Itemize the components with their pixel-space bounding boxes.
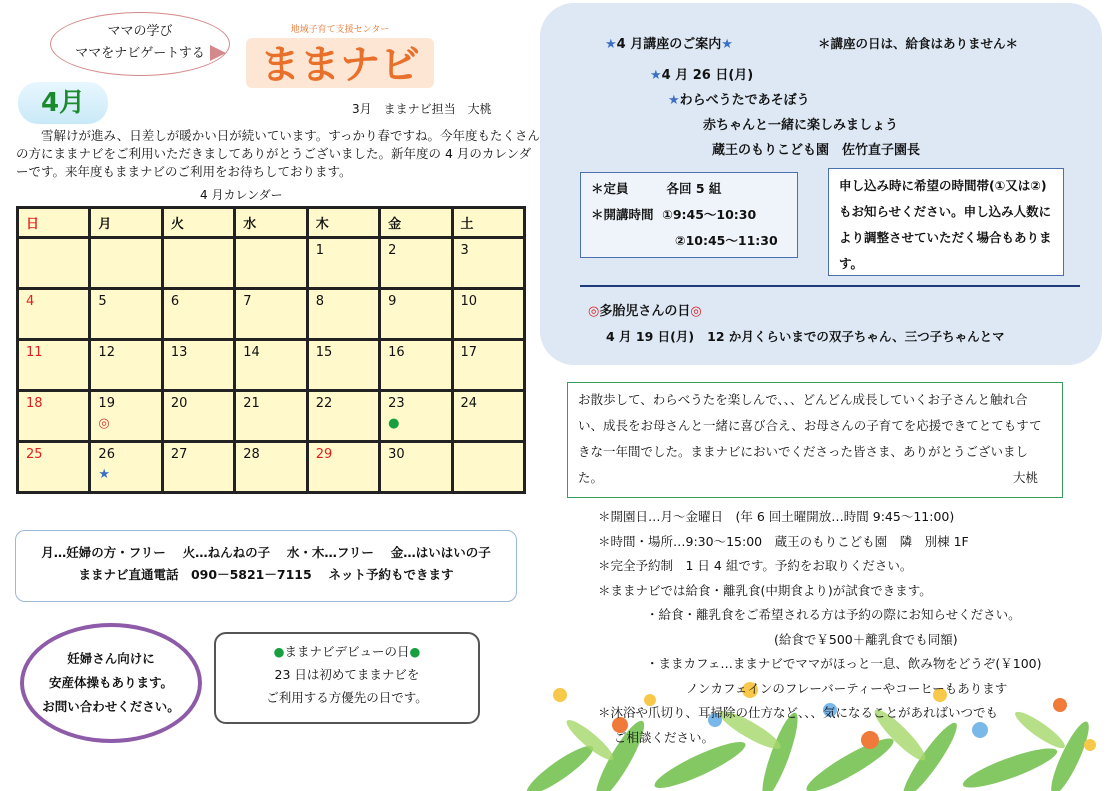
calendar-day-cell — [380, 391, 452, 442]
course-title — [605, 33, 733, 52]
calendar-day-cell — [307, 442, 379, 493]
course-desc: 赤ちゃんと一緒に楽しみましょう — [703, 118, 899, 133]
double-circle-icon: ◎ — [588, 304, 600, 319]
calendar-day-number: 13 — [170, 345, 188, 360]
info-item: ノンカフェインのフレーバーティーやコーヒーもあります — [686, 680, 1008, 696]
calendar-day-number: 15 — [315, 345, 333, 360]
logo-title: ままナビ — [260, 42, 420, 88]
calendar-day-number: 1 — [315, 243, 324, 258]
calendar-day-cell — [90, 340, 162, 391]
green-dot-icon: ● — [388, 416, 400, 431]
calendar-day-number: 8 — [315, 294, 324, 309]
header-thu: 木 — [307, 208, 379, 238]
calendar-day-cell — [18, 442, 90, 493]
calendar-empty-cell — [18, 238, 90, 289]
header-sat: 土 — [452, 208, 524, 238]
calendar-day-number: 4 — [26, 294, 35, 309]
calendar-day-cell — [307, 238, 379, 289]
calendar-day-cell — [307, 289, 379, 340]
calendar-day-cell — [235, 391, 307, 442]
calendar-day-cell — [380, 340, 452, 391]
bubble-tail — [210, 45, 226, 61]
calendar-day-number: 23 — [388, 396, 405, 411]
schedule-line-2: ままナビ直通電話 090－5821－7115 ネット予約もできます — [78, 567, 454, 582]
debut-line-1: 23 日は初めてままナビを — [274, 667, 420, 682]
thanks-message-box — [567, 382, 1063, 498]
course-name — [668, 89, 810, 108]
calendar-empty-cell — [235, 238, 307, 289]
weekly-schedule-box — [15, 530, 517, 602]
info-item: ＊完全予約制 1 日 4 組です。予約をお取りください。 — [598, 558, 913, 573]
calendar-day-number: 16 — [388, 345, 405, 360]
header-wed: 水 — [235, 208, 307, 238]
info-list — [598, 505, 1098, 750]
intro-text: 雪解けが進み、日差しが暖かい日が続いています。すっかり春ですね。今年度もたくさんの方にままナビをご利用いただきましてありがとうございました。新年度の 4 月のカレンダーです。来年度もままナビのご利用をお待ちしております。 — [16, 128, 541, 179]
calendar-day-cell — [162, 340, 234, 391]
info-item: ＊沐浴や爪切り、耳掃除の仕方など、、、気になることがあればいつでも — [598, 705, 999, 720]
calendar-day-cell — [452, 289, 524, 340]
calendar-day-cell — [162, 289, 234, 340]
calendar-day-number: 3 — [460, 243, 469, 258]
calendar-day-cell — [307, 340, 379, 391]
calendar-day-number: 26 — [98, 447, 115, 462]
course-date — [650, 64, 753, 83]
calendar-day-number: 28 — [243, 447, 260, 462]
info-item: ＊ままナビでは給食・離乳食(中期食より)が試食できます。 — [598, 582, 932, 598]
calendar-day-cell — [235, 289, 307, 340]
calendar-day-cell — [235, 340, 307, 391]
header-fri: 金 — [380, 208, 452, 238]
calendar-day-number: 10 — [460, 294, 478, 309]
info-item: ＊開園日…月～金曜日 (年 6 回土曜開放…時間 9:45～11:00) — [598, 509, 955, 524]
info-item: ・ままカフェ…ままナビでママがほっと一息、飲み物をどうぞ(￥100) — [646, 656, 1042, 671]
calendar-header-row — [18, 208, 525, 238]
calendar-day-number: 24 — [460, 396, 478, 411]
calendar-day-cell — [18, 391, 90, 442]
capacity-label: ＊定員 — [591, 181, 629, 196]
mamanavi-logo — [240, 20, 440, 92]
star-icon: ★ — [668, 93, 680, 108]
calendar-day-number: 25 — [26, 447, 43, 462]
calendar-week-row — [18, 340, 525, 391]
calendar-week-row — [18, 238, 525, 289]
multiples-detail — [606, 327, 1005, 345]
debut-line-2: ご利用する方優先の日です。 — [266, 690, 428, 705]
info-item: (給食で￥500＋離乳食でも同額) — [774, 631, 958, 647]
calendar-day-number: 18 — [26, 396, 43, 411]
calendar-day-number: 30 — [388, 447, 405, 462]
pregnancy-line-3: お問い合わせください。 — [42, 699, 180, 714]
course-name-text: わらべうたであそぼう — [679, 93, 810, 108]
calendar-day-number: 22 — [315, 396, 333, 411]
thanks-text: お散歩して、わらべうたを楽しんで、、、どんどん成長していくお子さんと触れ合い、成長をお母さんと一緒に喜び合え、お母さんの子育てを応援できてとてもすてきな一年間でした。ままナビにおいでくださった皆さま、ありがとうございました。 — [578, 392, 1042, 485]
calendar-day-cell — [380, 238, 452, 289]
pregnancy-note — [20, 623, 202, 743]
calendar-day-cell — [452, 238, 524, 289]
tagline-bubble — [50, 12, 230, 76]
header-sun: 日 — [18, 208, 90, 238]
time-label: ＊開講時間 — [591, 207, 654, 222]
calendar-day-number: 11 — [26, 345, 43, 360]
calendar-empty-cell — [162, 238, 234, 289]
info-item: ＊時間・場所…9:30～15:00 蔵王のもりこども園 隣 別棟 1F — [598, 533, 969, 549]
apply-note-box: 申し込み時に希望の時間帯(①又は②)もお知らせください。申し込み人数により調整させていただく場合もあります。 — [828, 168, 1064, 276]
pregnancy-line-2: 安産体操もあります。 — [48, 675, 173, 690]
calendar-day-number: 14 — [243, 345, 260, 360]
calendar-week-row — [18, 289, 525, 340]
green-dot-icon: ● — [273, 644, 285, 659]
calendar-day-number: 19 — [98, 396, 115, 411]
calendar-day-cell — [235, 442, 307, 493]
calendar-day-cell — [380, 442, 452, 493]
calendar-empty-cell — [452, 442, 524, 493]
multiples-desc: 12 か月くらいまでの双子ちゃん、三つ子ちゃんとマ — [707, 329, 1005, 344]
calendar-day-cell — [307, 391, 379, 442]
calendar-week-row — [18, 391, 525, 442]
divider-line — [580, 285, 1080, 287]
info-item: ・給食・離乳食をご希望される方は予約の際にお知らせください。 — [646, 607, 1021, 622]
pregnancy-line-1: 妊婦さん向けに — [67, 651, 155, 666]
calendar-day-number: 29 — [315, 447, 333, 462]
debut-title — [216, 640, 478, 663]
calendar-empty-cell — [90, 238, 162, 289]
calendar-day-cell — [380, 289, 452, 340]
calendar-day-cell — [90, 442, 162, 493]
bubble-line-2: ママをナビゲートする — [75, 46, 205, 61]
calendar-day-number: 27 — [170, 447, 188, 462]
thanks-signature: 大桃 — [1012, 470, 1038, 485]
course-teacher: 蔵王のもりこども園 佐竹直子園長 — [712, 143, 921, 158]
star-icon: ★ — [98, 467, 111, 482]
capacity-box — [580, 172, 798, 258]
calendar-day-cell — [18, 340, 90, 391]
multiples-title — [588, 300, 702, 319]
calendar-day-cell — [162, 442, 234, 493]
debut-day-box — [214, 632, 480, 724]
green-dot-icon: ● — [409, 644, 421, 659]
info-item: ご相談ください。 — [614, 729, 715, 745]
double-circle-icon: ◎ — [98, 416, 110, 431]
calendar-body — [18, 238, 525, 493]
calendar-day-number: 21 — [243, 396, 260, 411]
course-date-text: 4 月 26 日(月) — [661, 68, 754, 83]
multiples-title-text: 多胎児さんの日 — [599, 304, 691, 319]
calendar-day-number: 9 — [388, 294, 397, 309]
capacity-value: 各回 5 組 — [666, 181, 722, 196]
no-lunch-note: ＊講座の日は、給食はありません＊ — [818, 36, 1019, 51]
calendar-day-cell — [18, 289, 90, 340]
star-icon: ★ — [605, 37, 617, 52]
multiples-date: 4 月 19 日(月) — [606, 329, 695, 344]
calendar-day-number: 17 — [460, 345, 478, 360]
calendar-day-cell — [90, 391, 162, 442]
month-badge: 4月 — [18, 82, 108, 124]
calendar-table — [16, 206, 526, 494]
staff-note: 3月 ままナビ担当 大桃 — [352, 102, 492, 116]
calendar-caption: 4 月カレンダー — [200, 188, 283, 202]
course-title-text: 4 月講座のご案内 — [616, 37, 722, 52]
header-tue: 火 — [162, 208, 234, 238]
calendar-day-number: 5 — [98, 294, 107, 309]
star-icon: ★ — [721, 37, 733, 52]
debut-title-text: ままナビデビューの日 — [284, 644, 410, 659]
logo-tagline: 地域子育て支援センター — [290, 25, 390, 35]
bubble-line-1: ママの学び — [107, 24, 173, 39]
calendar-day-cell — [162, 391, 234, 442]
schedule-line-1: 月…妊婦の方・フリー 火…ねんねの子 水・木…フリー 金…はいはいの子 — [41, 545, 491, 560]
calendar-day-cell — [452, 340, 524, 391]
calendar-day-number: 20 — [170, 396, 188, 411]
calendar-day-number: 2 — [388, 243, 397, 258]
calendar-day-cell — [452, 391, 524, 442]
double-circle-icon: ◎ — [690, 304, 702, 319]
star-icon: ★ — [650, 68, 662, 83]
time-2: ②10:45～11:30 — [675, 233, 778, 248]
calendar-week-row — [18, 442, 525, 493]
time-1: ①9:45～10:30 — [662, 207, 757, 222]
header-mon: 月 — [90, 208, 162, 238]
calendar-day-number: 7 — [243, 294, 252, 309]
calendar-day-cell — [90, 289, 162, 340]
calendar-day-number: 6 — [170, 294, 180, 309]
calendar-day-number: 12 — [98, 345, 115, 360]
